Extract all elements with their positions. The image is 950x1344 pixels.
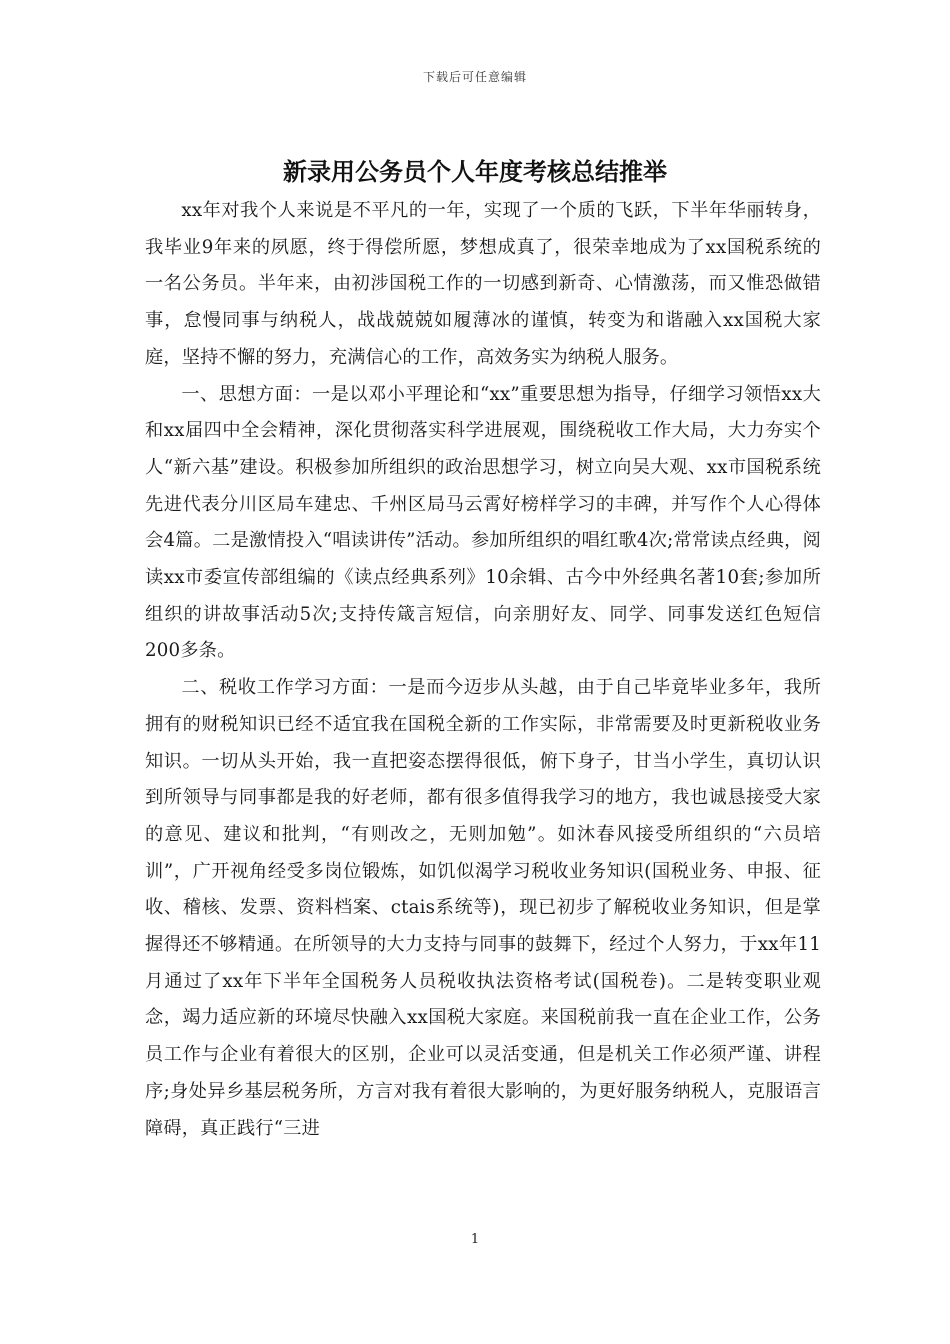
page-number: 1 bbox=[470, 1232, 480, 1247]
document-title: 新录用公务员个人年度考核总结推举 bbox=[283, 157, 667, 186]
paragraph-tax-work-study: 二、税收工作学习方面：一是而今迈步从头越，由于自己毕竟毕业多年，我所拥有的财税知识已经不适宜我在国税全新的工作实际，非常需要及时更新税收业务知识。一切从头开始，我一直把姿态摆得很低，俯下身子，甘当小学生，真切认识到所领导与同事都是我的好老师，都有很多值得我学习的地方，我也诚恳接受大家的意见、建议和批判，“有则改之，无则加勉”。如沐春风接受所组织的“六员培训”，广开视角经受多岗位锻炼，如饥似渴学习税收业务知识(国税业务、申报、征收、稽核、发票、资料档案、ctais系统等)，现已初步了解税收业务知识，但是掌握得还不够精通。在所领导的大力支持与同事的鼓舞下，经过个人努力，于xx年11月通过了xx年下半年全国税务人员税收执法资格考试(国税卷)。二是转变职业观念，竭力适应新的环境尽快融入xx国税大家庭。来国税前我一直在企业工作，公务员工作与企业有着很大的区别，企业可以灵活变通，但是机关工作必须严谨、讲程序;身处异乡基层税务所，方言对我有着很大影响的，为更好服务纳税人，克服语言障碍，真正践行“三进 bbox=[145, 677, 821, 1139]
paragraph-intro: xx年对我个人来说是不平凡的一年，实现了一个质的飞跃，下半年华丽转身，我毕业9年来的夙愿，终于得偿所愿，梦想成真了，很荣幸地成为了xx国税系统的一名公务员。半年来，由初涉国税工作的一切感到新奇、心情激荡，而又惟恐做错事，怠慢同事与纳税人，战战兢兢如履薄冰的谨慎，转变为和谐融入xx国税大家庭，坚持不懈的努力，充满信心的工作，高效务实为纳税人服务。 bbox=[145, 200, 821, 368]
header-note: 下载后可任意编辑 bbox=[422, 70, 527, 84]
document-body bbox=[145, 193, 821, 1147]
paragraph-ideology: 一、思想方面：一是以邓小平理论和“xx”重要思想为指导，仔细学习领悟xx大和xx届四中全会精神，深化贯彻落实科学进展观，围绕税收工作大局，大力夯实个人“新六基”建设。积极参加所组织的政治思想学习，树立向吴大观、xx市国税系统先进代表分川区局车建忠、千州区局马云霄好榜样学习的丰碑，并写作个人心得体会4篇。二是激情投入“唱读讲传”活动。参加所组织的唱红歌4次;常常读点经典，阅读xx市委宣传部组编的《读点经典系列》10余辑、古今中外经典名著10套;参加所组织的讲故事活动5次;支持传箴言短信，向亲朋好友、同学、同事发送红色短信200多条。 bbox=[145, 383, 821, 662]
